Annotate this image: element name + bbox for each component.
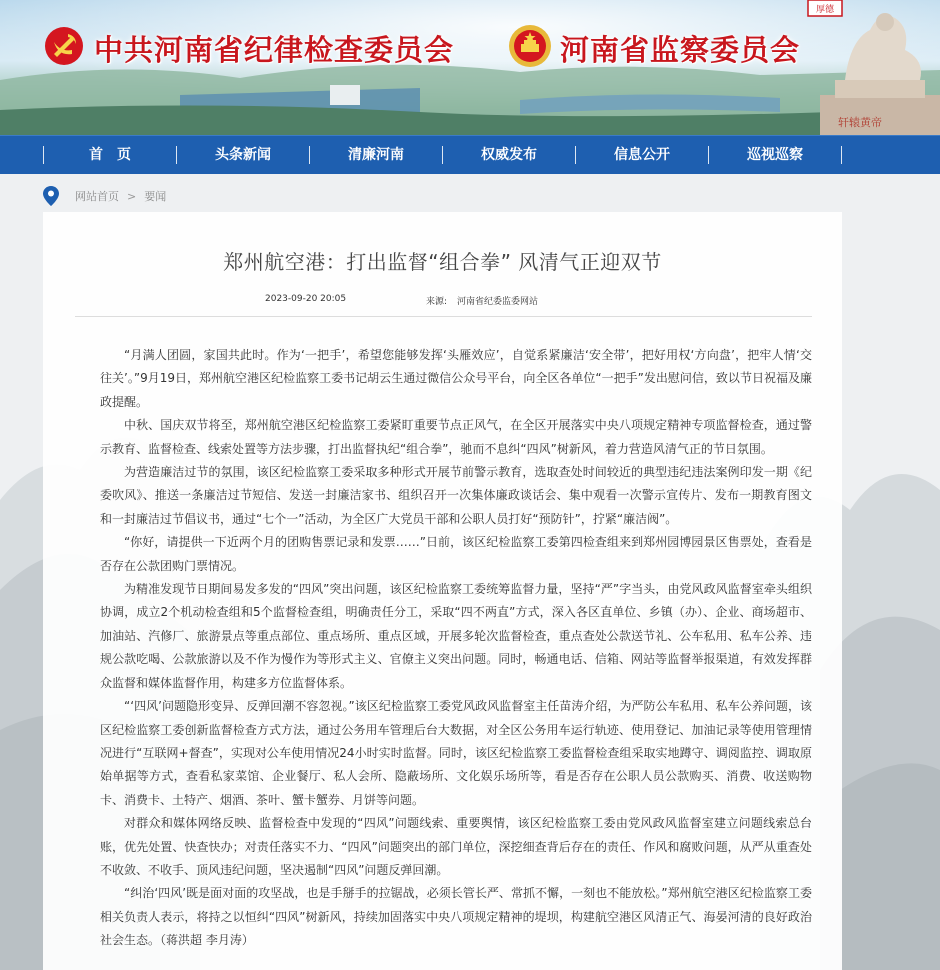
nav-separator	[841, 146, 842, 164]
article-paragraph: “纠治‘四风’既是面对面的攻坚战，也是手掰手的拉锯战，必须长管长严、常抓不懈，一刻也不能放松。”郑州航空港区纪检监察工委相关负责人表示，将持之以恒纠“四风”树新风，持续加固落实中央八项规定精神的堤坝，构建航空港区风清正气、海晏河清的良好政治社会生态。（蒋洪超 李月涛）	[100, 886, 812, 948]
article-source-label: 来源:	[426, 297, 448, 307]
article-paragraph: 中秋、国庆双节将至，郑州航空港区纪检监察工委紧盯重要节点正风气，在全区开展落实中央八项规定精神专项监督检查，通过警示教育、监督检查、线索处置等方法步骤，打出监督执纪“组合拳”，驰而不息纠“四风”树新风，着力营造风清气正的节日氛围。	[100, 418, 812, 456]
article-body	[100, 344, 812, 953]
article-title: 郑州航空港：打出监督“组合拳” 风清气正迎双节	[223, 250, 662, 274]
article-paragraph: “你好，请提供一下近两个月的团购售票记录和发票……”日前，该区纪检监察工委第四检查组来到郑州园博园景区售票处，查看是否存在公款团购门票情况。	[100, 535, 812, 573]
svg-text:厚德: 厚德	[815, 5, 835, 15]
breadcrumb-home-link[interactable]: 网站首页	[75, 190, 119, 203]
breadcrumb-separator: >	[127, 189, 137, 203]
header-banner	[0, 0, 940, 135]
article-paragraph: 为精准发现节日期间易发多发的“四风”突出问题，该区纪检监察工委统筹监督力量，坚持“严”字当头，由党风政风监督室牵头组织协调，成立2个机动检查组和5个监督检查组，明确责任分工，采取“四不两直”方式，深入各区直单位、乡镇（办）、企业、商场超市、加油站、汽修厂、旅游景点等重点部位、重点场所、重点区域，开展多轮次监督检查，重点查处公款送节礼、公车私用、私车公养、违规公款吃喝、公款旅游以及不作为慢作为等形式主义、官僚主义突出问题。同时，畅通电话、信箱、网站等监督举报渠道，有效发挥群众监督和媒体监督作用，构建多方位监督体系。	[100, 582, 812, 690]
article-card	[43, 212, 842, 970]
nav-item-official-release[interactable]: 权威发布	[481, 147, 537, 163]
article-paragraph: “‘四风’问题隐形变异、反弹回潮不容忽视。”该区纪检监察工委党风政风监督室主任苗涛介绍，为严防公车私用、私车公养问题，该区纪检监察工委创新监督检查方式方法，通过公务用车管理后台大数据，对全区公务用车运行轨迹、使用登记、加油记录等使用管理情况进行“互联网+督查”，实现对公车使用情况24小时实时监督。同时，该区纪检监察工委监督检查组采取实地蹲守、调阅监控、调取原始单据等方式，查看私家菜馆、企业餐厅、私人会所、隐蔽场所、文化娱乐场所等，看是否存在公职人员公款购买、消费、收送购物卡、消费卡、土特产、烟酒、茶叶、蟹卡蟹券、月饼等问题。	[100, 699, 812, 807]
nav-item-clean-henan[interactable]: 清廉河南	[348, 147, 404, 163]
party-emblem-icon	[44, 26, 84, 66]
breadcrumb-current-link[interactable]: 要闻	[144, 190, 167, 203]
location-pin-icon	[43, 186, 59, 206]
article-paragraph: “月满人团圆，家国共此时。作为‘一把手’，希望您能够发挥‘头雁效应’，自觉系紧廉洁‘安全带’，把好用权‘方向盘’，把牢人情‘交往关’。”9月19日，郑州航空港区纪检监察工委书记胡云生通过微信公众号平台，向全区各单位“一把手”发出慰问信，致以节日祝福及廉政提醒。	[100, 348, 812, 409]
main-nav	[0, 135, 940, 174]
svg-text:轩辕黄帝: 轩辕黄帝	[838, 116, 882, 129]
breadcrumb	[43, 183, 166, 209]
article-date: 2023-09-20 20:05	[265, 294, 347, 304]
article-source: 河南省纪委监委网站	[457, 297, 539, 307]
meta-divider	[75, 316, 812, 317]
nav-item-home[interactable]: 首 页	[89, 147, 131, 163]
header-title-right: 河南省监察委员会	[560, 33, 801, 67]
header-title-left: 中共河南省纪律检查委员会	[94, 33, 455, 67]
nav-item-headlines[interactable]: 头条新闻	[215, 147, 271, 163]
nav-item-info-disclosure[interactable]: 信息公开	[614, 147, 670, 163]
article-paragraph: 对群众和媒体网络反映、监督检查中发现的“四风”问题线索、重要舆情，该区纪检监察工委由党风政风监督室建立问题线索总台账，优先处置、快查快办；对责任落实不力、“四风”问题突出的部门单位，深挖细查背后存在的责任、作风和腐败问题，从严从重查处不收敛、不收手、顶风违纪问题，坚决遏制“四风”问题反弹回潮。	[100, 816, 812, 877]
national-emblem-icon	[508, 24, 552, 68]
nav-item-inspection[interactable]: 巡视巡察	[747, 147, 803, 163]
article-paragraph: 为营造廉洁过节的氛围，该区纪检监察工委采取多种形式开展节前警示教育，选取查处时间较近的典型违纪违法案例印发一期《纪委吹风》、推送一条廉洁过节短信、发送一封廉洁家书、组织召开一次集体廉政谈话会、集中观看一次警示宣传片、发布一期教育图文和一封廉洁过节倡议书，通过“七个一”活动，为全区广大党员干部和公职人员打好“预防针”，拧紧“廉洁阀”。	[100, 465, 812, 526]
